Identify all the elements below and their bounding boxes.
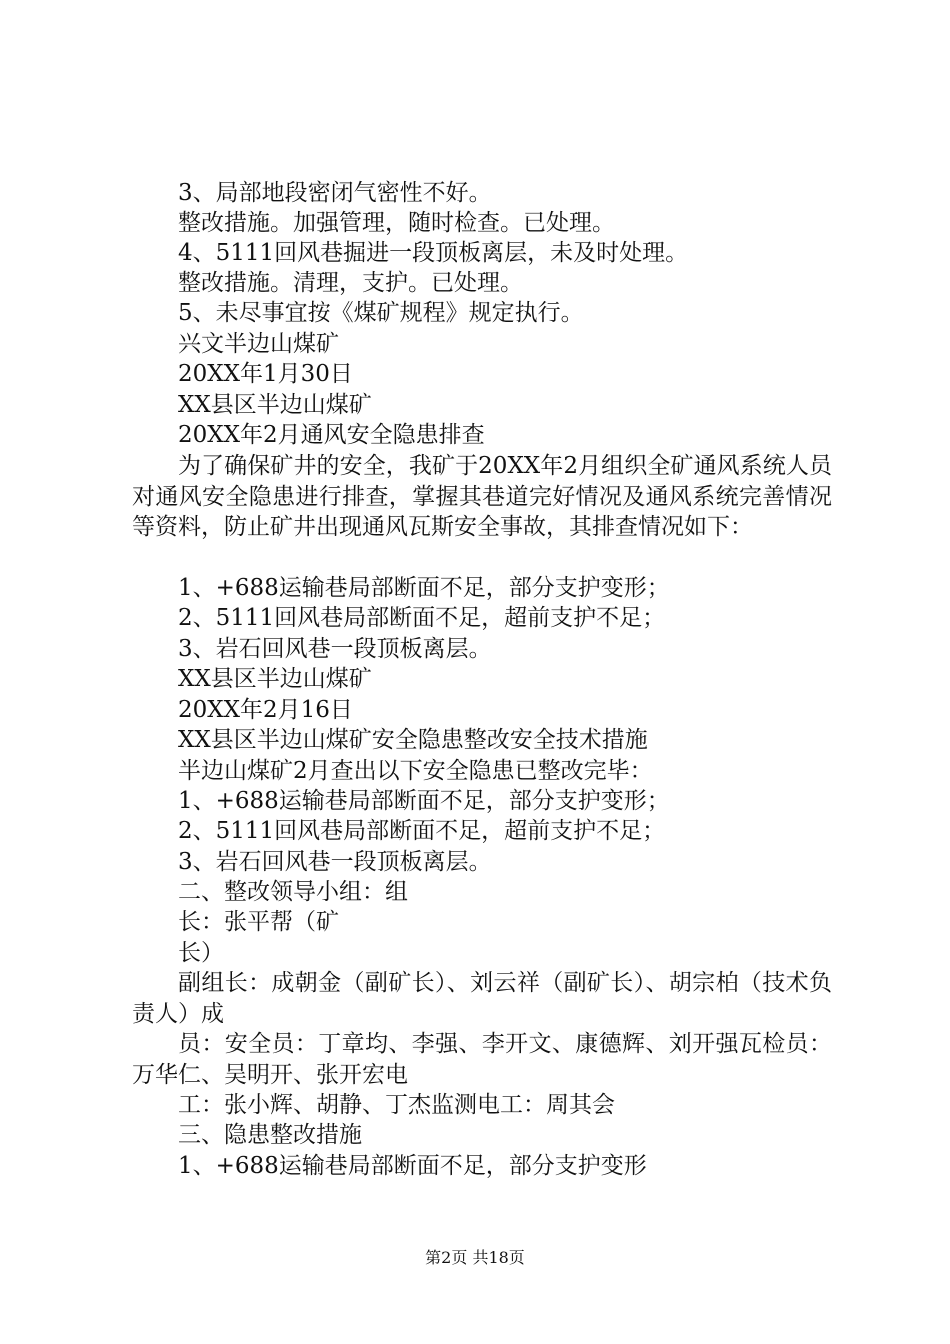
- section-heading: 20XX年2月通风安全隐患排查: [178, 422, 485, 448]
- text-line: 二、整改领导小组：组: [178, 879, 408, 905]
- text-line: 整改措施。清理，支护。已处理。: [178, 270, 523, 296]
- text-line: 长：张平帮（矿: [178, 909, 339, 935]
- text-line: 长）: [178, 940, 224, 966]
- page-footer: 第2页 共18页: [425, 1248, 525, 1267]
- text-line: 3、岩石回风巷一段顶板离层。: [178, 636, 492, 662]
- text-line: 3、局部地段密闭气密性不好。: [178, 180, 492, 206]
- text-line: 1、+688运输巷局部断面不足，部分支护变形；: [178, 788, 670, 814]
- text-line: 20XX年1月30日: [178, 361, 353, 387]
- text-line: XX县区半边山煤矿: [178, 666, 372, 692]
- text-line: 2、5111回风巷局部断面不足，超前支护不足；: [178, 818, 666, 844]
- text-line: 5、未尽事宜按《煤矿规程》规定执行。: [178, 300, 584, 326]
- section-heading: XX县区半边山煤矿安全隐患整改安全技术措施: [178, 727, 648, 753]
- text-line: 1、+688运输巷局部断面不足，部分支护变形；: [178, 575, 670, 601]
- text-line: 20XX年2月16日: [178, 697, 353, 723]
- body-paragraph: 为了确保矿井的安全，我矿于20XX年2月组织全矿通风系统人员对通风安全隐患进行排查，掌握其巷道完好情况及通风系统完善情况等资料，防止矿井出现通风瓦斯安全事故，其排查情况如下：: [132, 453, 832, 540]
- text-line: 整改措施。加强管理，随时检查。已处理。: [178, 210, 615, 236]
- text-line: 半边山煤矿2月查出以下安全隐患已整改完毕：: [178, 758, 653, 784]
- text-line: 4、5111回风巷掘进一段顶板离层，未及时处理。: [178, 240, 689, 266]
- body-paragraph: 员：安全员：丁章均、李强、李开文、康德辉、刘开强瓦检员：万华仁、吴明开、张开宏电: [132, 1031, 832, 1088]
- text-line: XX县区半边山煤矿: [178, 392, 372, 418]
- text-line: 3、岩石回风巷一段顶板离层。: [178, 849, 492, 875]
- body-paragraph: 副组长：成朝金（副矿长）、刘云祥（副矿长）、胡宗柏（技术负责人）成: [132, 970, 832, 1027]
- text-line: 工：张小辉、胡静、丁杰监测电工：周其会: [178, 1092, 615, 1118]
- text-line: 2、5111回风巷局部断面不足，超前支护不足；: [178, 605, 666, 631]
- section-heading: 三、隐患整改措施: [178, 1122, 362, 1148]
- text-line: 兴文半边山煤矿: [178, 331, 339, 357]
- text-line: 1、+688运输巷局部断面不足，部分支护变形: [178, 1153, 647, 1179]
